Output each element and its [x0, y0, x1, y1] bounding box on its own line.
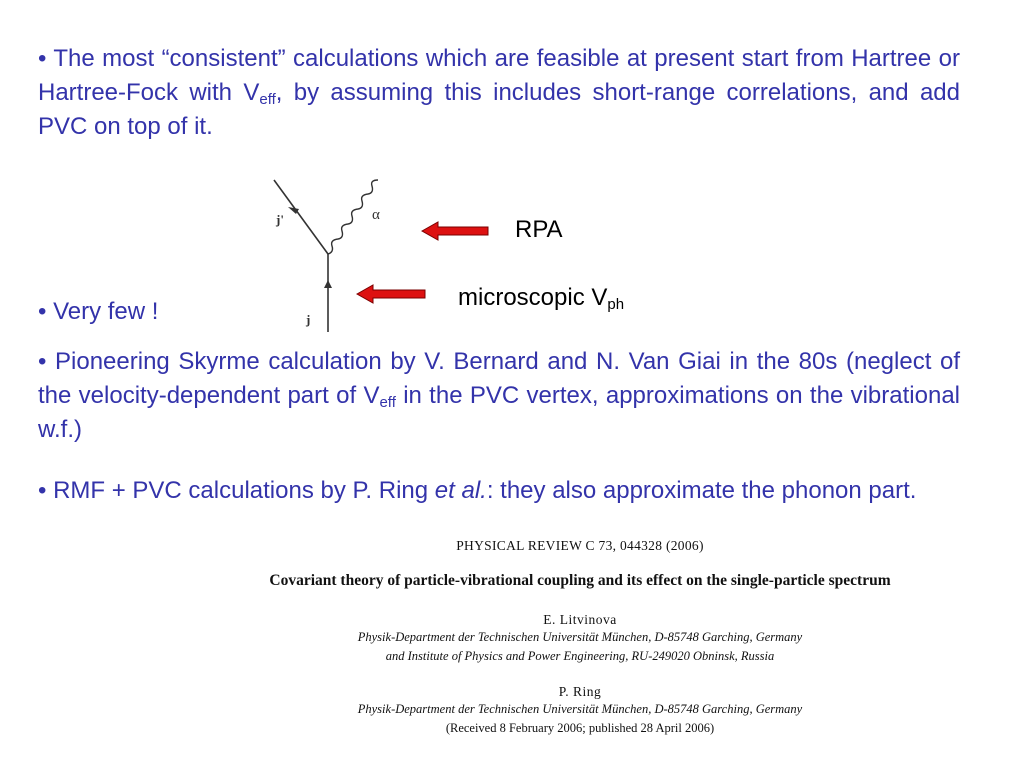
red-arrow-vph	[355, 282, 427, 306]
bullet-text-cont: in the PVC vertex, approximations on the vibrational w.f.)	[38, 382, 960, 443]
bullet-text: • Very few !	[38, 298, 159, 325]
vph-text: microscopic V	[458, 284, 608, 311]
microscopic-vph-label	[458, 283, 624, 313]
author-ring: P. Ring	[558, 684, 602, 699]
bullet-text-cont: , by assuming this includes short-range correlations, and add PVC on top of it.	[38, 79, 960, 140]
et-al-italic: et al.	[434, 477, 487, 504]
bullet-consistent-calculations	[38, 42, 960, 144]
paper-title: Covariant theory of particle-vibrational coupling and its effect on the single-particle spectrum	[269, 572, 891, 589]
label-alpha: α	[372, 207, 380, 223]
author-litvinova: E. Litvinova	[543, 612, 617, 627]
red-arrow-rpa	[420, 219, 490, 243]
received-dates: (Received 8 February 2006; published 28 April 2006)	[445, 721, 715, 735]
rpa-label: RPA	[515, 216, 563, 243]
subscript-ph: ph	[607, 296, 625, 313]
bullet-text: • Pioneering Skyrme calculation by V. Bernard and N. Van Giai in the 80s (neglect of the velocity-dependent part of V	[38, 348, 960, 409]
bullet-text: • RMF + PVC calculations by P. Ring	[38, 477, 435, 504]
bullet-rmf-pvc	[38, 474, 960, 508]
affiliation-tum-ring: Physik-Department der Technischen Universität München, D-85748 Garching, Germany	[357, 702, 803, 716]
label-j: j	[306, 312, 311, 327]
bullet-skyrme-calculation	[38, 345, 960, 447]
bullet-text-cont: : they also approximate the phonon part.	[486, 477, 917, 504]
phonon-wavy-line	[328, 180, 378, 254]
label-j-prime: j'	[276, 212, 284, 227]
affiliation-ippe: and Institute of Physics and Power Engineering, RU-249020 Obninsk, Russia	[385, 649, 775, 663]
bullet-very-few	[38, 295, 238, 329]
pvc-vertex-diagram	[260, 172, 400, 337]
affiliation-tum: Physik-Department der Technischen Universität München, D-85748 Garching, Germany	[357, 630, 803, 644]
fermion-arrowhead	[324, 280, 332, 288]
bullet-text: • The most “consistent” calculations which are feasible at present start from Hartree or Hartree-Fock with V	[38, 45, 960, 106]
journal-reference: PHYSICAL REVIEW C 73, 044328 (2006)	[456, 538, 704, 553]
subscript-eff: eff	[379, 394, 396, 411]
subscript-eff: eff	[259, 91, 276, 108]
